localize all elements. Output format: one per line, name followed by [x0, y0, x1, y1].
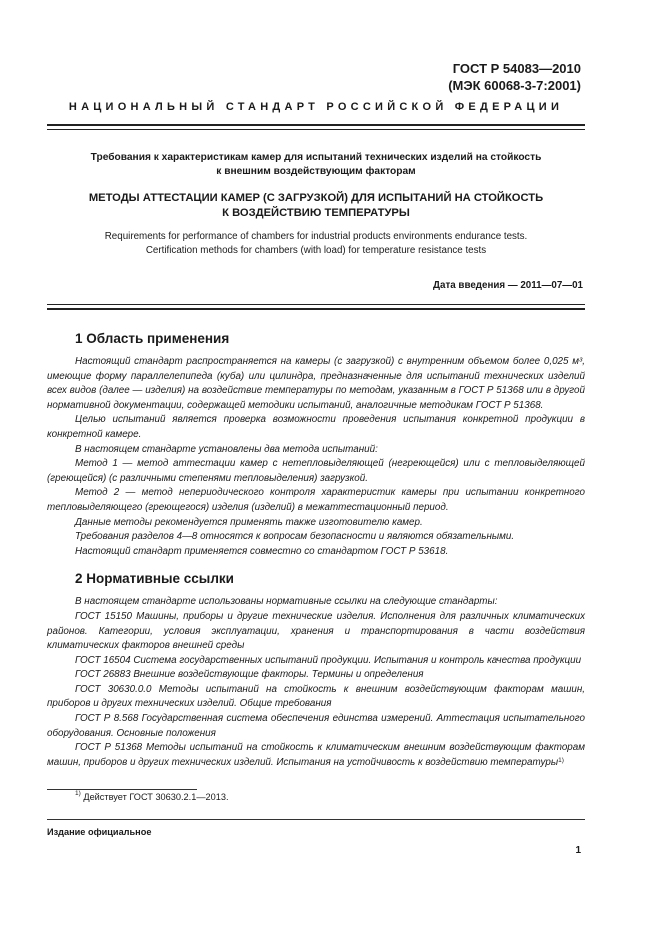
section2-paragraph: ГОСТ 16504 Система государственных испытаний продукции. Испытания и контроль качества продукции	[75, 654, 582, 666]
title-methods-line2: К ВОЗДЕЙСТВИЮ ТЕМПЕРАТУРЫ	[222, 207, 410, 219]
main-content	[47, 331, 585, 770]
section1-paragraph: Настоящий стандарт применяется совместно со стандартом ГОСТ Р 53618.	[75, 545, 449, 557]
section1-paragraph: В настоящем стандарте установлены два метода испытаний:	[75, 443, 378, 455]
title-russian	[47, 151, 585, 179]
title-english-line2: Certification methods for chambers (with load) for temperature resistance tests	[145, 245, 487, 256]
edition-divider	[47, 819, 585, 820]
section2-paragraph: ГОСТ 30630.0.0 Методы испытаний на стойкость к внешним воздействующим факторам машин, приборов и других технических изделий. Общие требования	[47, 683, 585, 710]
introduction-date: Дата введения — 2011—07—01	[433, 280, 583, 291]
section1-paragraph: Метод 1 — метод аттестации камер с нетепловыделяющей (негреющейся) или с тепловыделяющей (греющейся) (с различными степенями тепловыделения) загрузкой.	[47, 458, 585, 484]
section2-paragraph-with-footnote	[47, 741, 585, 770]
gost-number: ГОСТ Р 54083—2010	[452, 61, 581, 76]
section1-paragraph: Требования разделов 4—8 относятся к вопросам безопасности и являются обязательными.	[75, 531, 515, 543]
section2-paragraph: В настоящем стандарте использованы нормативные ссылки на следующие стандарты:	[75, 596, 498, 608]
footnote-reference[interactable]: 1)	[558, 756, 564, 764]
section2-paragraph-text: ГОСТ Р 51368 Методы испытаний на стойкость к климатическим внешним воздействующим факторам машин, приборов и других технических изделий. Испытания на устойчивость к воздействию температуры	[47, 742, 585, 768]
title-russian-line2: к внешним воздействующим факторам	[216, 166, 416, 177]
title-english	[47, 230, 585, 258]
section1-paragraph: Настоящий стандарт распространяется на камеры (с загрузкой) с внутренним объемом более 0,025 м³, имеющие форму параллелепипеда (куба) или цилиндра, предназначенные для испытаний технических изделий всех видов (далее — изделия) на воздействие температуры по методам, указанным в ГОСТ Р 51368 или в другой нормативной документации, содержащей методики испытаний, аналогичные методикам ГОСТ Р 51368.	[47, 356, 585, 411]
section2-paragraph: ГОСТ 15150 Машины, приборы и другие технические изделия. Исполнения для различных климатических районов. Категории, условия эксплуатации, хранения и транспортирования в части воздействия климатических факторов внешней среды	[47, 610, 585, 652]
footnote-text: Действует ГОСТ 30630.2.1—2013.	[83, 792, 229, 802]
section1-paragraph: Данные методы рекомендуется применять также изготовителю камер.	[75, 516, 423, 528]
title-russian-line1: Требования к характеристикам камер для испытаний технических изделий на стойкость	[90, 152, 542, 163]
title-methods	[47, 191, 585, 221]
section1-paragraph: Метод 2 — метод непериодического контроля характеристик камеры при испытании конкретного тепловыделяющего (греющегося) изделия (изделий) в межаттестационный период.	[47, 487, 585, 513]
section2-paragraph: ГОСТ 26883 Внешние воздействующие факторы. Термины и определения	[75, 669, 424, 681]
section2-paragraph: ГОСТ Р 8.568 Государственная система обеспечения единства измерений. Аттестация испытательного оборудования. Основные положения	[47, 713, 585, 739]
footnote-mark: 1)	[75, 790, 81, 797]
gost-code-block	[448, 60, 581, 94]
footnote	[75, 792, 229, 802]
bottom-divider	[47, 304, 585, 310]
section2-heading: 2 Нормативные ссылки	[75, 571, 234, 587]
title-english-line1: Requirements for performance of chambers for industrial products environments endurance tests.	[104, 231, 528, 242]
iec-number: (МЭК 60068-3-7:2001)	[448, 78, 581, 93]
section1-heading: 1 Область применения	[75, 331, 230, 346]
edition-label: Издание официальное	[47, 827, 152, 837]
section1-paragraph: Целью испытаний является проверка возможности проведения испытания конкретной продукции в конкретной камере.	[47, 414, 585, 440]
title-methods-line1: МЕТОДЫ АТТЕСТАЦИИ КАМЕР (С ЗАГРУЗКОЙ) ДЛЯ ИСПЫТАНИЙ НА СТОЙКОСТЬ	[88, 192, 544, 204]
page-number: 1	[575, 845, 581, 856]
footnote-divider	[47, 789, 197, 790]
national-standard-heading: НАЦИОНАЛЬНЫЙ СТАНДАРТ РОССИЙСКОЙ ФЕДЕРАЦИИ	[68, 101, 564, 113]
top-divider	[47, 124, 585, 130]
